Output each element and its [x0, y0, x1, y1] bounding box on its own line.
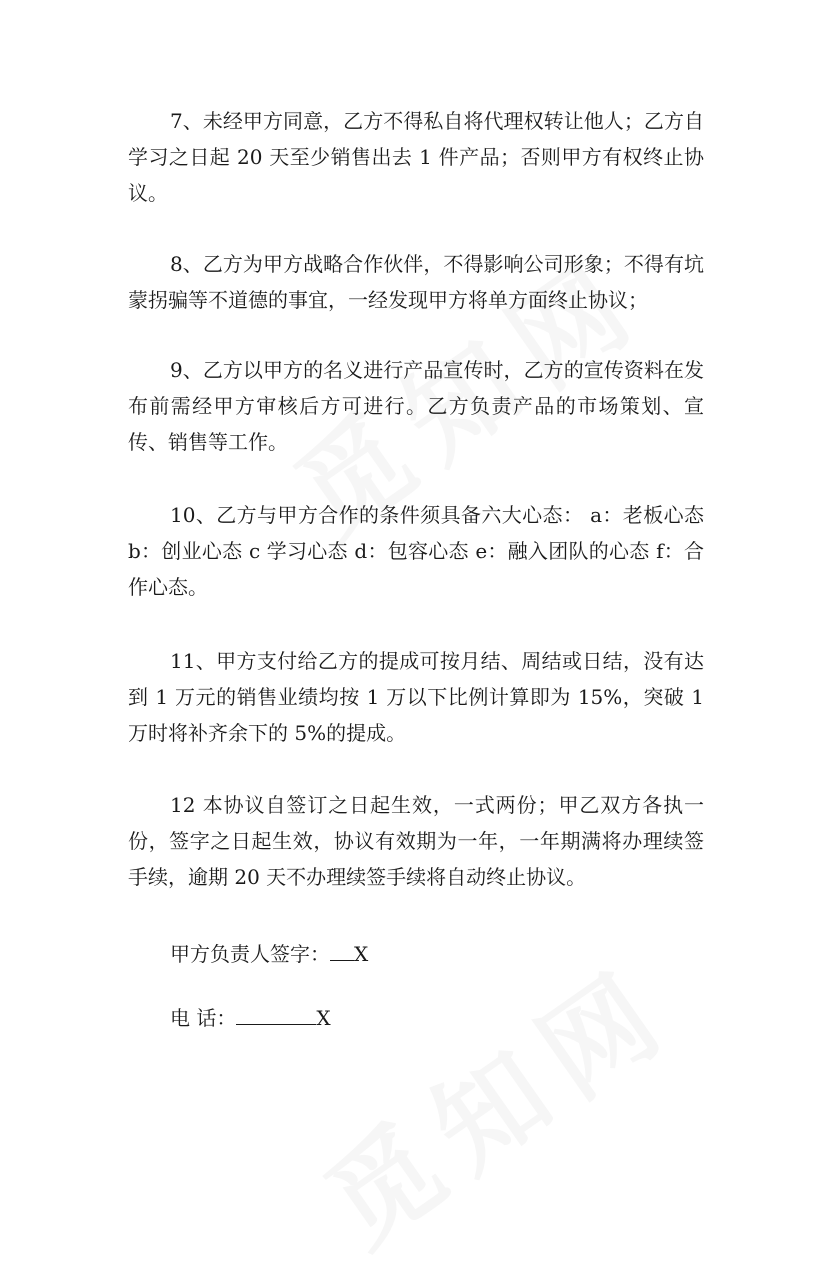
clause-10: 10、乙方与甲方合作的条件须具备六大心态： a：老板心态 b：创业心态 c 学习心态 d：包容心态 e：融入团队的心态 f：合作心态。 — [128, 503, 704, 599]
clause-8: 8、乙方为甲方战略合作伙伴，不得影响公司形象；不得有坑蒙拐骗等不道德的事宜，一经发现甲方将单方面终止协议； — [128, 252, 704, 312]
signature-line — [170, 936, 368, 972]
watermark — [290, 922, 700, 1275]
phone-line — [170, 1000, 331, 1036]
clause-9: 9、乙方以甲方的名义进行产品宣传时，乙方的宣传资料在发布前需经甲方审核后方可进行。乙方负责产品的市场策划、宣传、销售等工作。 — [128, 358, 704, 454]
phone-label: 电 话： — [170, 1006, 237, 1030]
phone-blank — [236, 1002, 316, 1025]
signature-value: X — [354, 942, 369, 966]
signature-blank — [330, 938, 354, 961]
clause-7: 7、未经甲方同意，乙方不得私自将代理权转让他人；乙方自学习之日起 20 天至少销售出去 1 件产品；否则甲方有权终止协议。 — [128, 109, 704, 205]
signature-label: 甲方负责人签字： — [170, 942, 330, 966]
phone-value: X — [316, 1006, 331, 1030]
clause-12: 12 本协议自签订之日起生效，一式两份；甲乙双方各执一份，签字之日起生效，协议有效期为一年，一年期满将办理续签手续，逾期 20 天不办理续签手续将自动终止协议。 — [128, 793, 704, 889]
clause-11: 11、甲方支付给乙方的提成可按月结、周结或日结，没有达到 1 万元的销售业绩均按 1 万以下比例计算即为 15%，突破 1 万时将补齐余下的 5%的提成。 — [128, 649, 704, 745]
